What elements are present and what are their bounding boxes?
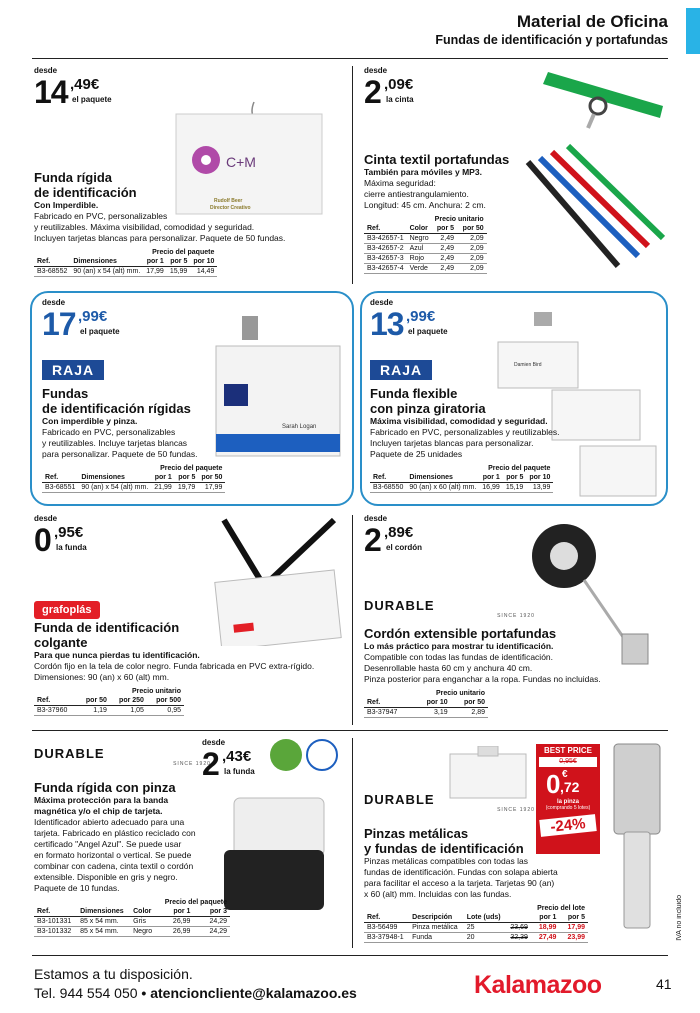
price-from: desde (364, 66, 388, 75)
col-header: por 5 (175, 473, 199, 483)
product-title: Fundas (42, 386, 89, 401)
product-desc: Incluyen tarjetas blancas para personalizar. Paquete de 50 fundas. (34, 233, 286, 243)
raja-logo: RAJA (42, 360, 104, 380)
badge-price (536, 769, 600, 799)
cell: B3-42657-1 (364, 234, 407, 244)
price-integer: 0 (34, 522, 51, 558)
cell: B3-101332 (34, 927, 77, 937)
cell: B3-68552 (34, 267, 70, 277)
col-header: Descripción (409, 913, 464, 923)
col-header: por 500 (147, 696, 184, 706)
product-desc: Pinzas metálicas compatibles con todas las (364, 856, 528, 866)
cell: 2,49 (432, 264, 457, 274)
col-header: Ref. (364, 698, 413, 708)
col-header: Color (407, 224, 432, 234)
product-desc: para personalizar. Paquete de 50 fundas. (42, 449, 198, 459)
cell: Azul (407, 244, 432, 254)
divider (352, 738, 353, 948)
holder-image (220, 782, 340, 912)
cell: 17,99 (143, 267, 167, 277)
product-subtitle: Máxima protección para la banda (34, 795, 169, 805)
product-cinta-textil (364, 66, 668, 286)
badge-old-price: 0,95€ (539, 757, 597, 767)
card-role: Director Creativo (210, 205, 251, 211)
price-group: Precio del paquete (164, 899, 227, 906)
badge-price-integer: 0 (546, 769, 561, 799)
price-unit: el paquete (408, 327, 448, 336)
product-desc: Longitud: 45 cm. Anchura: 2 cm. (364, 200, 486, 210)
cell: 20 (464, 933, 506, 943)
price-integer: 14 (34, 74, 68, 110)
product-desc: Paquete de 10 fundas. (34, 883, 120, 893)
col-header: Dimensiones (78, 473, 151, 483)
product-desc: combinar con cadena, cinta textil o cordón (34, 861, 194, 871)
product-funda-flexible-raja (370, 298, 664, 503)
durable-logo-text: DURABLE (34, 746, 105, 761)
product-subtitle: Con imperdible y pinza. (42, 416, 138, 426)
divider (32, 58, 668, 59)
col-header: por 5 (167, 257, 191, 267)
price-unit: la funda (224, 767, 255, 776)
col-header: Dimensiones (77, 907, 130, 917)
col-header: por 50 (198, 473, 225, 483)
product-title: de identificación rígidas (42, 401, 191, 416)
price-from: desde (34, 514, 58, 523)
product-funda-rigida-pinza (34, 738, 350, 953)
col-header: Dimensiones (70, 257, 143, 267)
footer-email[interactable]: atencioncliente@kalamazoo.es (150, 985, 357, 1001)
durable-logo-text: DURABLE (364, 792, 435, 807)
table-row (364, 933, 588, 943)
col-header: por 10 (190, 257, 217, 267)
price-decimal: ,95€ (54, 524, 84, 541)
price-from: desde (42, 298, 66, 307)
product-cordon-extensible (364, 514, 668, 726)
product-desc: Desenrollable hasta 60 cm y anchura 40 cm. (364, 663, 533, 673)
product-desc: cierre antiestrangulamiento. (364, 189, 469, 199)
cell: 17,99 (198, 483, 225, 493)
cell: B3-37948-1 (364, 933, 409, 943)
price-decimal: ,43€ (222, 748, 252, 765)
product-title: Funda flexible (370, 386, 458, 401)
price-unit: la cinta (386, 95, 414, 104)
table-row (34, 927, 230, 937)
col-header: Dimensiones (406, 473, 479, 483)
price-from: desde (370, 298, 394, 307)
eco-badges (270, 738, 340, 772)
col-header: Color (130, 907, 157, 917)
product-desc: Compatible con todas las fundas de identificación. (364, 652, 554, 662)
durable-since: SINCE 1920 (497, 613, 535, 619)
old-price-cell: 23,69 (506, 923, 531, 933)
price-table (42, 464, 225, 493)
product-desc: y reutilizables. Incluye tarjetas blancas (42, 438, 188, 448)
cell: 15,19 (503, 483, 527, 493)
product-title: colgante (34, 635, 88, 650)
badge-note: (comprando 5 lotes) (545, 805, 591, 811)
product-subtitle: Para que nunca pierdas tu identificación. (34, 650, 200, 660)
badge-unit: la pinza (556, 799, 579, 805)
durable-since: SINCE 1920 (497, 807, 535, 813)
cell: 1,19 (78, 706, 110, 716)
cell: Rojo (407, 254, 432, 264)
product-desc: tarjeta. Fabricado en plástico reciclado con (34, 828, 196, 838)
cell: Verde (407, 264, 432, 274)
col-header: por 50 (78, 696, 110, 706)
vat-note: IVA no incluido (676, 895, 683, 941)
product-title: Pinzas metálicas (364, 826, 469, 841)
product-desc: Fabricado en PVC, personalizables (34, 211, 168, 221)
raja-logo: RAJA (370, 360, 432, 380)
col-header: por 1 (479, 473, 503, 483)
table-row (364, 708, 488, 718)
cell: 15,99 (167, 267, 191, 277)
price-integer: 2 (364, 74, 381, 110)
card-name: Damien Bird (514, 362, 542, 368)
cell: B3-68550 (370, 483, 406, 493)
cell: 85 x 54 mm. (77, 917, 130, 927)
durable-logo-text: DURABLE (364, 598, 435, 613)
cell: 24,29 (193, 917, 230, 927)
col-header: Ref. (42, 473, 78, 483)
col-header: por 1 (151, 473, 175, 483)
cell: Funda (409, 933, 464, 943)
col-header: por 5 (559, 913, 588, 923)
kalamazoo-logo: Kalamazoo (474, 971, 602, 999)
holder-image (448, 746, 528, 800)
footer-separator: • (137, 985, 151, 1001)
cell: 90 (an) x 60 (alt) mm. (406, 483, 479, 493)
cell: B3-42657-2 (364, 244, 407, 254)
product-desc: para facilitar el acceso a la tarjeta. Tarjetas 90 (an) (364, 878, 555, 888)
price-group: Precio unitario (434, 216, 484, 223)
product-title: Funda rígida (34, 170, 112, 185)
cell: 16,99 (479, 483, 503, 493)
product-desc: fundas de identificación. Fundas con solapa abierta (364, 867, 558, 877)
product-funda-colgante (34, 514, 350, 726)
price-integer: 13 (370, 306, 404, 342)
cell: 2,09 (457, 254, 487, 264)
product-title: Cinta textil portafundas (364, 152, 510, 167)
cell: 1,05 (110, 706, 147, 716)
price-decimal: ,89€ (384, 524, 414, 541)
product-title: Cordón extensible portafundas (364, 626, 557, 641)
product-subtitle: Máxima visibilidad, comodidad y seguridad. (370, 416, 548, 426)
col-header: Lote (uds) (464, 913, 506, 923)
product-subtitle: Con Imperdible. (34, 200, 99, 210)
product-desc: Dimensiones: 90 (an) x 60 (alt) mm. (34, 672, 170, 682)
page-title: Material de Oficina (516, 12, 668, 31)
product-desc: Fabricado en PVC, personalizables (42, 427, 176, 437)
price-group: Precio del paquete (488, 465, 551, 472)
cell: 21,99 (151, 483, 175, 493)
col-header: por 1 (157, 907, 194, 917)
col-header: por 1 (143, 257, 167, 267)
price-group: Precio del paquete (152, 249, 215, 256)
badge-euro: € (562, 769, 568, 780)
badge-discount: -24% (539, 814, 596, 837)
cell: Negro (407, 234, 432, 244)
cell: 90 (an) x 54 (alt) mm. (70, 267, 143, 277)
grafoplas-logo: grafoplás (34, 601, 100, 619)
price-from: desde (364, 514, 388, 523)
divider (32, 730, 668, 731)
cell: Gris (130, 917, 157, 927)
card-logo: C+M (226, 154, 256, 170)
cell: 24,29 (193, 927, 230, 937)
cell: B3-37960 (34, 706, 78, 716)
cell: Negro (130, 927, 157, 937)
price-table (34, 248, 217, 277)
price-decimal: ,09€ (384, 76, 414, 93)
metal-clip-image (608, 740, 668, 930)
col-header: por 50 (451, 698, 488, 708)
card-name: Sarah Logan (282, 424, 317, 430)
product-desc: Pinza posterior para enganchar a la ropa. Fundas no incluidas. (364, 674, 601, 684)
price-table (364, 904, 588, 943)
product-desc: x 60 (alt) mm. Incluidas con las fundas. (364, 889, 512, 899)
cell: 26,99 (157, 917, 194, 927)
col-header: por 250 (110, 696, 147, 706)
cell: B3-101331 (34, 917, 77, 927)
cell: 3,19 (413, 708, 450, 718)
product-image (212, 310, 342, 460)
section-tab (686, 8, 700, 54)
price-integer: 17 (42, 306, 76, 342)
price-decimal: ,49€ (70, 76, 100, 93)
price-group: Precio del lote (537, 905, 585, 912)
table-row (34, 267, 217, 277)
cell: 2,09 (457, 264, 487, 274)
price-integer: 2 (202, 746, 219, 782)
footer-contact-line (34, 985, 357, 1002)
col-header: por 1 (531, 913, 560, 923)
table-row (34, 917, 230, 927)
col-header: Ref. (364, 224, 407, 234)
price-group: Precio unitario (131, 688, 181, 695)
cell: 0,95 (147, 706, 184, 716)
product-pinzas-metalicas (364, 738, 668, 953)
cell: 27,49 (531, 933, 560, 943)
col-header: por 50 (457, 224, 487, 234)
cell: B3-37947 (364, 708, 413, 718)
cell: 2,49 (432, 244, 457, 254)
product-subtitle: También para móviles y MP3. (364, 167, 482, 177)
page-number: 41 (656, 976, 672, 992)
product-desc: en formato horizontal o vertical. Se puede (34, 850, 192, 860)
product-subtitle: magnética y/o el chip de tarjeta. (34, 806, 163, 816)
product-desc: Identificador abierto adecuado para una (34, 817, 185, 827)
col-header: Ref. (34, 696, 78, 706)
cell: B3-68551 (42, 483, 78, 493)
table-row (42, 483, 225, 493)
cell: 2,09 (457, 234, 487, 244)
col-header: por 5 (432, 224, 457, 234)
product-desc: Paquete de 25 unidades (370, 449, 463, 459)
col-header: Ref. (370, 473, 406, 483)
product-funda-rigida (34, 66, 350, 286)
table-row (364, 234, 487, 244)
badge-title: BEST PRICE (543, 746, 592, 755)
cell: 17,99 (559, 923, 588, 933)
col-header: Ref. (34, 257, 70, 267)
lanyard-image (488, 66, 668, 286)
badge-price-decimal: ,72 (560, 779, 580, 795)
price-table (34, 687, 184, 716)
footer-phone[interactable]: Tel. 944 554 050 (34, 985, 138, 1001)
product-title: Funda rígida con pinza (34, 780, 176, 795)
page-header (435, 12, 668, 48)
product-title: de identificación (34, 185, 137, 200)
cell: 2,49 (432, 234, 457, 244)
price-unit: el cordón (386, 543, 423, 552)
price-from: desde (202, 738, 226, 747)
cell: 85 x 54 mm. (77, 927, 130, 937)
product-desc: Incluyen tarjetas blancas para personalizar. (370, 438, 534, 448)
card-name: Rudolf Beer (214, 198, 243, 204)
price (202, 746, 255, 782)
col-header (506, 913, 531, 923)
cell: 2,89 (451, 708, 488, 718)
product-desc: Cordón fijo en la tela de color negro. Funda fabricada en PVC extra-rígido. (34, 661, 315, 671)
old-price-cell: 32,39 (506, 933, 531, 943)
price-table (364, 689, 488, 718)
table-row (34, 706, 184, 716)
product-title: Funda de identificación (34, 620, 180, 635)
col-header: por 10 (413, 698, 450, 708)
cell: B3-42657-3 (364, 254, 407, 264)
table-row (370, 483, 553, 493)
cell: 23,99 (559, 933, 588, 943)
product-subtitle: Lo más práctico para mostrar tu identificación. (364, 641, 554, 651)
cell: 26,99 (157, 927, 194, 937)
price-unit: el paquete (72, 95, 112, 104)
cell: B3-42657-4 (364, 264, 407, 274)
col-header: por 5 (503, 473, 527, 483)
cell: 19,79 (175, 483, 199, 493)
price-decimal: ,99€ (78, 308, 108, 325)
product-fundas-rigidas-raja (42, 298, 348, 503)
price-group: Precio unitario (435, 690, 485, 697)
cell: 13,99 (526, 483, 553, 493)
badge-holder-image (212, 310, 342, 460)
price-table (34, 898, 230, 937)
cell: Pinza metálica (409, 923, 464, 933)
page-subtitle: Fundas de identificación y portafundas (435, 33, 668, 47)
divider (352, 66, 353, 284)
product-desc: Máxima seguridad: (364, 178, 436, 188)
cell: 25 (464, 923, 506, 933)
price-group: Precio del paquete (160, 465, 223, 472)
cell: B3-56499 (364, 923, 409, 933)
cell: 18,99 (531, 923, 560, 933)
table-row (364, 923, 588, 933)
product-desc: y reutilizables. Máxima visibilidad, comodidad y seguridad. (34, 222, 255, 232)
price-from: desde (34, 66, 58, 75)
table-row (364, 244, 487, 254)
price-table (370, 464, 553, 493)
col-header: Ref. (34, 907, 77, 917)
col-header: por 3 (193, 907, 230, 917)
product-title: con pinza giratoria (370, 401, 486, 416)
cell: 2,49 (432, 254, 457, 264)
product-title: y fundas de identificación (364, 841, 524, 856)
product-desc: Fabricado en PVC, personalizables y reutilizables. (370, 427, 560, 437)
col-header: por 10 (526, 473, 553, 483)
col-header: Ref. (364, 913, 409, 923)
price-decimal: ,99€ (406, 308, 436, 325)
cell: 2,09 (457, 244, 487, 254)
divider (32, 955, 668, 956)
footer-contact: Estamos a tu disposición. (34, 966, 193, 982)
cell: 90 (an) x 54 (alt) mm. (78, 483, 151, 493)
price-integer: 2 (364, 522, 381, 558)
cell: 14,49 (190, 267, 217, 277)
table-row (364, 254, 487, 264)
table-row (364, 264, 487, 274)
price-table (364, 215, 487, 274)
durable-since: SINCE 1920 (173, 761, 211, 767)
price-unit: el paquete (80, 327, 120, 336)
product-desc: extensible. Disponible en gris y negro. (34, 872, 178, 882)
product-desc: certificado "Angel Azul". Se puede usar (34, 839, 182, 849)
price-unit: la funda (56, 543, 87, 552)
